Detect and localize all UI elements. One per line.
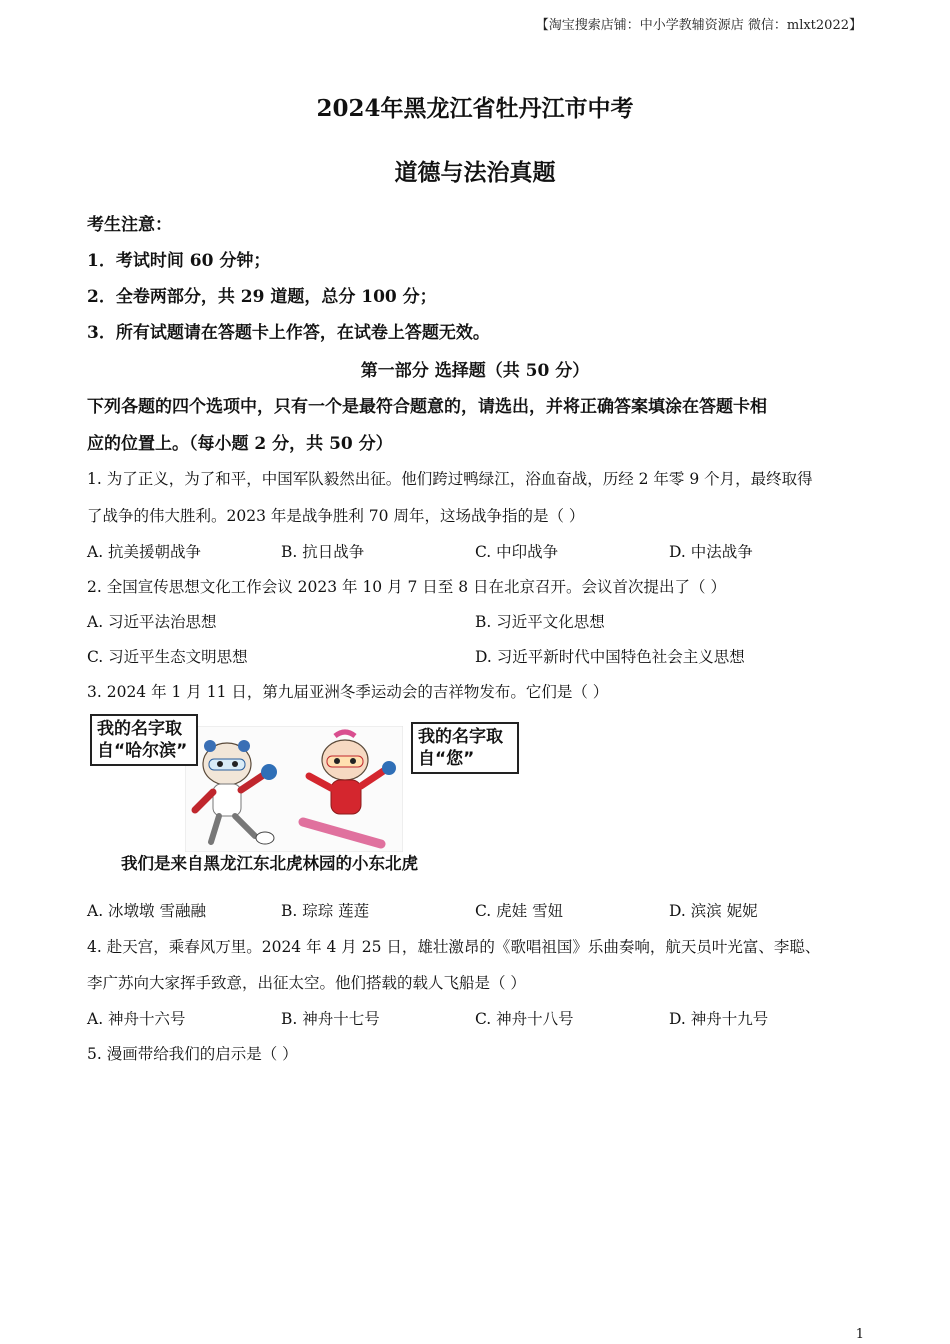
question-4-option-a: A. 神舟十六号: [87, 1010, 186, 1028]
part1-instruction: 下列各题的四个选项中，只有一个是最符合题意的，请选出，并将正确答案填涂在答题卡相: [87, 397, 767, 417]
question-3-option-c: C. 虎娃 雪妞: [475, 902, 564, 920]
page-title: 2024年黑龙江省牡丹江市中考: [316, 95, 634, 122]
question-1-option-a: A. 抗美援朝战争: [87, 543, 202, 561]
notice-heading: 考生注意：: [87, 215, 172, 235]
question-3-option-b: B. 琮琮 莲莲: [281, 902, 370, 920]
question-1-option-b: B. 抗日战争: [281, 543, 365, 561]
question-3-text: 3. 2024 年 1 月 11 日，第九届亚洲冬季运动会的吉祥物发布。它们是（ ）: [87, 683, 609, 701]
question-2-option-b: B. 习近平文化思想: [475, 613, 605, 631]
question-3-option-d: D. 滨滨 妮妮: [669, 902, 758, 920]
question-2-option-d: D. 习近平新时代中国特色社会主义思想: [475, 648, 745, 666]
notice-item: 1．考试时间 60 分钟；: [87, 251, 271, 271]
question-4-option-b: B. 神舟十七号: [281, 1010, 380, 1028]
part1-instruction: 应的位置上。（每小题 2 分，共 50 分）: [87, 434, 393, 454]
question-1-text: 1. 为了正义，为了和平，中国军队毅然出征。他们跨过鸭绿江，浴血奋战，历经 2 年零 9 个月，最终取得: [87, 470, 813, 488]
page-subtitle: 道德与法治真题: [394, 159, 556, 186]
mascot-illustration: [185, 726, 403, 852]
question-4-option-c: C. 神舟十八号: [475, 1010, 574, 1028]
part1-title: 第一部分 选择题（共 50 分）: [360, 361, 590, 381]
speech-bubble-left: 我的名字取自“哈尔滨”: [90, 714, 198, 766]
question-4-option-d: D. 神舟十九号: [669, 1010, 769, 1028]
question-1-text: 了战争的伟大胜利。2023 年是战争胜利 70 周年，这场战争指的是（ ）: [87, 507, 585, 525]
question-1-option-d: D. 中法战争: [669, 543, 753, 561]
question-3-option-a: A. 冰墩墩 雪融融: [87, 902, 206, 920]
figure-caption: 我们是来自黑龙江东北虎林园的小东北虎: [121, 854, 418, 873]
question-5-text: 5. 漫画带给我们的启示是（ ）: [87, 1045, 298, 1063]
notice-item: 2．全卷两部分，共 29 道题，总分 100 分；: [87, 287, 437, 307]
header-note: 【淘宝搜索店铺：中小学教辅资源店 微信：mlxt2022】: [535, 18, 862, 33]
mascot-figure: [87, 712, 517, 880]
page-number: 1: [855, 1327, 864, 1342]
notice-item: 3．所有试题请在答题卡上作答，在试卷上答题无效。: [87, 323, 490, 343]
question-2-option-c: C. 习近平生态文明思想: [87, 648, 248, 666]
question-1-option-c: C. 中印战争: [475, 543, 559, 561]
question-4-text: 4. 赴天宫，乘春风万里。2024 年 4 月 25 日，雄壮激昂的《歌唱祖国》乐曲奏响，航天员叶光富、李聪、: [87, 938, 821, 956]
question-2-text: 2. 全国宣传思想文化工作会议 2023 年 10 月 7 日至 8 日在北京召开。会议首次提出了（ ）: [87, 578, 726, 596]
speech-bubble-right: 我的名字取自“您”: [411, 722, 519, 774]
question-2-option-a: A. 习近平法治思想: [87, 613, 217, 631]
question-4-text: 李广苏向大家挥手致意，出征太空。他们搭载的载人飞船是（ ）: [87, 974, 526, 992]
